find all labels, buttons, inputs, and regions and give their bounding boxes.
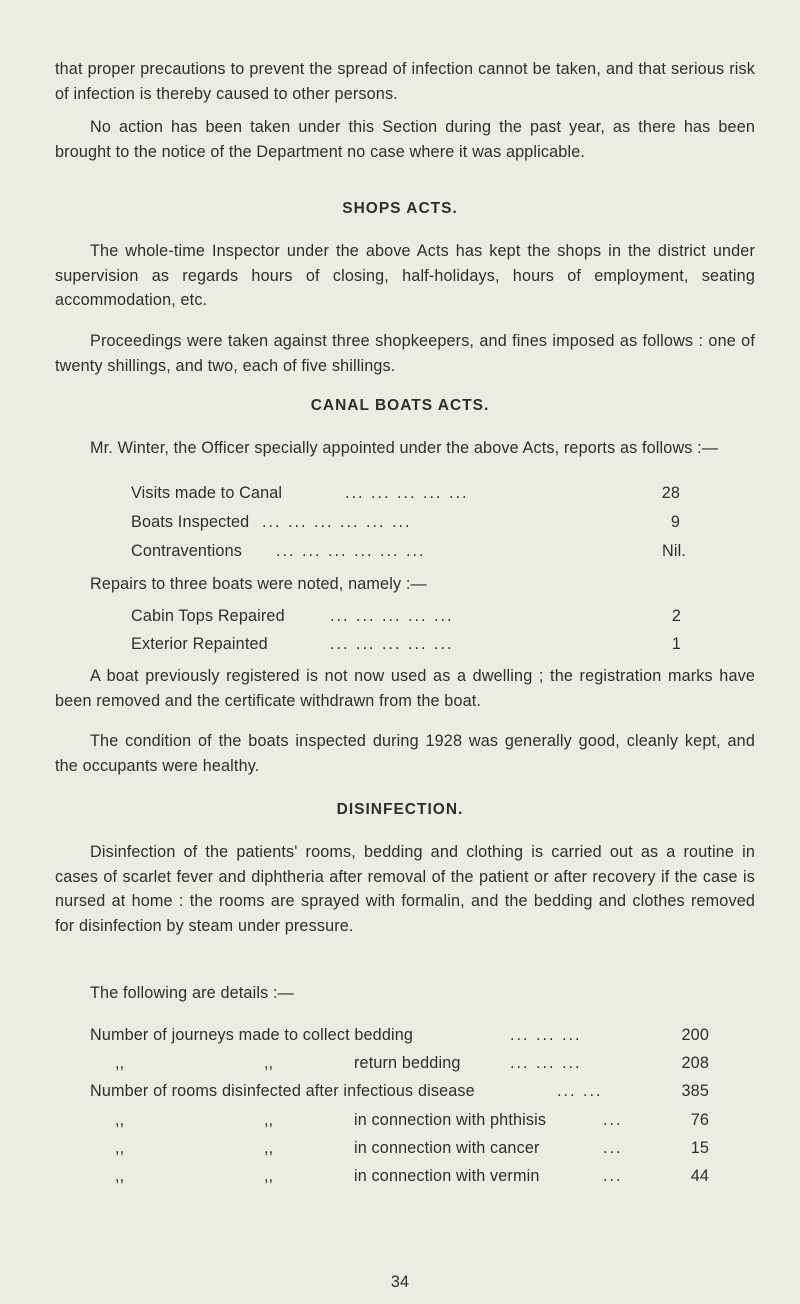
stat-value: 9: [670, 513, 680, 531]
shops-paragraph-1: The whole-time Inspector under the above Acts has kept the shops in the district under supervision as regards hours of closing, half-holidays, hours of employment, seating accommodation, etc.: [55, 242, 755, 309]
disinfection-heading: DISINFECTION.: [336, 801, 464, 818]
detail-row: [90, 1024, 709, 1046]
detail-row: [90, 1052, 709, 1074]
shops-paragraph-2: Proceedings were taken against three shopkeepers, and fines imposed as follows : one of twenty shillings, and two, each of five shillings.: [55, 332, 755, 375]
repair-value: 2: [671, 607, 681, 625]
detail-label: in connection with phthisis: [354, 1111, 547, 1129]
page-number: 34: [390, 1273, 410, 1291]
canal-boats-heading: CANAL BOATS ACTS.: [310, 397, 490, 414]
detail-label: return bedding: [354, 1054, 461, 1072]
stat-value: 28: [661, 484, 680, 502]
leader-dots: ... ... ... ... ...: [345, 484, 469, 502]
leader-dots: ... ... ... ... ... ...: [262, 513, 412, 531]
stat-label: Boats Inspected: [131, 513, 250, 531]
repairs-intro: Repairs to three boats were noted, namely :—: [90, 575, 427, 593]
leader-dots: ... ... ...: [510, 1026, 582, 1044]
ditto-mark: ,,: [115, 1054, 125, 1072]
ditto-mark: ,,: [264, 1139, 274, 1157]
detail-value: 76: [690, 1111, 709, 1129]
ditto-mark: ,,: [264, 1054, 274, 1072]
boat-condition-paragraph: The condition of the boats inspected during 1928 was generally good, cleanly kept, and the occupants were healthy.: [55, 732, 755, 775]
repair-value: 1: [671, 635, 681, 653]
leader-dots: ... ... ...: [510, 1054, 582, 1072]
leader-dots: ...: [603, 1167, 623, 1185]
detail-value: 200: [681, 1026, 709, 1044]
leader-dots: ...: [603, 1139, 623, 1157]
ditto-mark: ,,: [264, 1167, 274, 1185]
canal-stat-row: [131, 540, 686, 562]
detail-value: 44: [690, 1167, 709, 1185]
detail-value: 208: [681, 1054, 709, 1072]
detail-value: 15: [690, 1139, 709, 1157]
canal-stat-row: [131, 482, 680, 504]
shops-acts-heading: SHOPS ACTS.: [342, 200, 458, 217]
intro-paragraph-2: No action has been taken under this Section during the past year, as there has been brought to the notice of the Department no case where it was applicable.: [55, 118, 755, 161]
ditto-mark: ,,: [115, 1111, 125, 1129]
stat-label: Contraventions: [131, 542, 242, 560]
leader-dots: ... ... ... ... ...: [330, 607, 454, 625]
details-intro: The following are details :—: [90, 984, 294, 1002]
canal-intro: Mr. Winter, the Officer specially appointed under the above Acts, reports as follows :—: [90, 439, 719, 457]
detail-value: 385: [681, 1082, 709, 1100]
detail-row: [90, 1165, 709, 1187]
detail-row: [90, 1080, 709, 1102]
detail-row: [90, 1137, 709, 1159]
repair-row: [131, 605, 681, 627]
leader-dots: ... ...: [557, 1082, 603, 1100]
repair-row: [131, 633, 681, 655]
ditto-mark: ,,: [264, 1111, 274, 1129]
stat-value: Nil.: [662, 542, 686, 560]
leader-dots: ... ... ... ... ...: [330, 635, 454, 653]
detail-label: Number of rooms disinfected after infectious disease: [90, 1082, 475, 1100]
disinfection-paragraph: Disinfection of the patients' rooms, bedding and clothing is carried out as a routine in cases of scarlet fever and diphtheria after removal of the patient or after recovery if the case is nursed at home : the rooms are sprayed with formalin, and the bedding and clothes removed for disinfection by steam under pressure.: [55, 843, 755, 935]
boat-registration-paragraph: A boat previously registered is not now used as a dwelling ; the registration marks have been removed and the certificate withdrawn from the boat.: [55, 667, 755, 710]
detail-row: [90, 1109, 709, 1131]
leader-dots: ...: [603, 1111, 623, 1129]
ditto-mark: ,,: [115, 1139, 125, 1157]
canal-stat-row: [131, 511, 680, 533]
stat-label: Visits made to Canal: [131, 484, 283, 502]
leader-dots: ... ... ... ... ... ...: [276, 542, 426, 560]
detail-label: Number of journeys made to collect bedding: [90, 1026, 414, 1044]
intro-paragraph-1: that proper precautions to prevent the spread of infection cannot be taken, and that serious risk of infection is thereby caused to other persons.: [55, 60, 755, 103]
ditto-mark: ,,: [115, 1167, 125, 1185]
repair-label: Exterior Repainted: [131, 635, 268, 653]
repair-label: Cabin Tops Repaired: [131, 607, 285, 625]
detail-label: in connection with vermin: [354, 1167, 540, 1185]
detail-label: in connection with cancer: [354, 1139, 540, 1157]
